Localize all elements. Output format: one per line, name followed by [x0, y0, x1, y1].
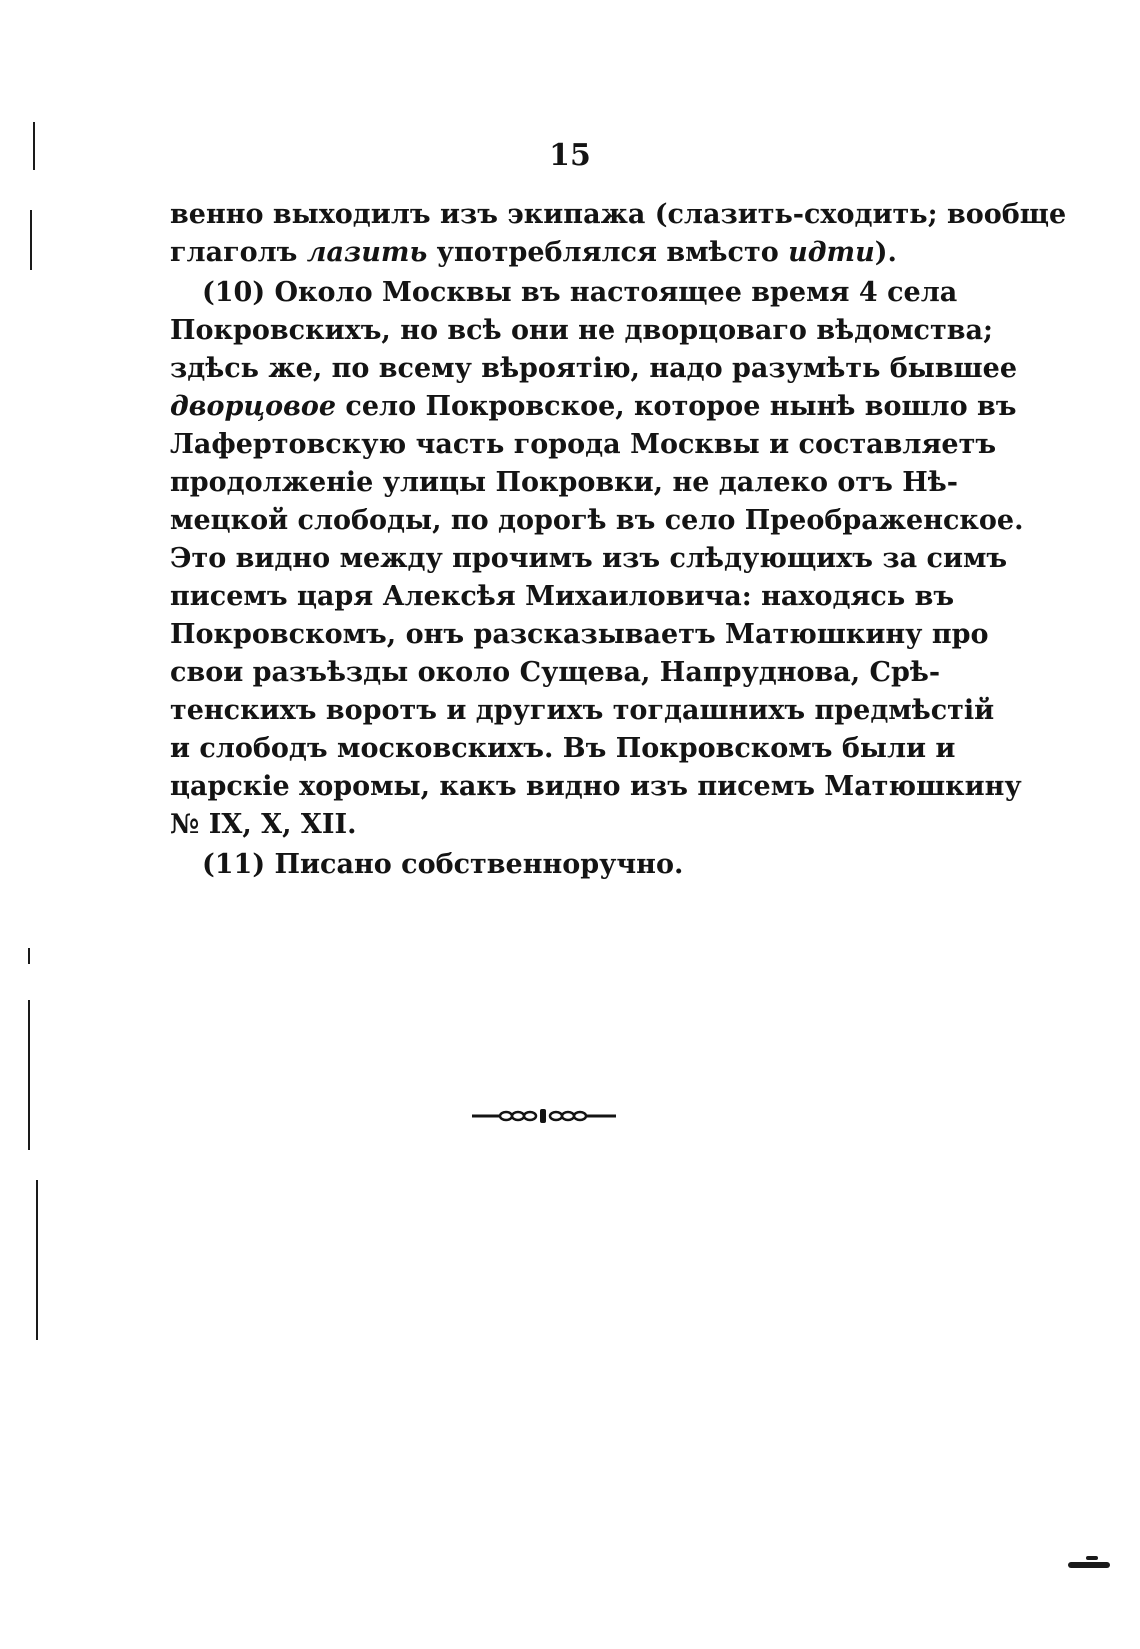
text-run: Это видно между прочимъ изъ слѣдующихъ за симъ — [170, 543, 1008, 574]
text-run: ). — [874, 237, 897, 268]
text-line — [170, 196, 1067, 234]
text-line — [170, 350, 1018, 388]
text-run: царскіе хоромы, какъ видно изъ писемъ Матюшкину — [170, 771, 1022, 802]
italic-word: идти — [788, 237, 875, 268]
paragraph — [170, 274, 1024, 844]
text-run: Покровскомъ, онъ разсказываетъ Матюшкину про — [170, 619, 989, 650]
text-run: венно выходилъ изъ экипажа (слазить-сходить; вообще — [170, 199, 1067, 230]
text-line — [170, 654, 941, 692]
text-line — [170, 234, 918, 272]
text-run: и слободъ московскихъ. Въ Покровскомъ были и — [170, 733, 956, 764]
paragraph — [170, 846, 918, 884]
scan-edge-mark — [28, 1000, 30, 1150]
text-line — [170, 274, 958, 312]
text-line — [170, 806, 918, 844]
text-run: Лафертовскую часть города Москвы и составляетъ — [170, 429, 997, 460]
text-line — [170, 768, 1022, 806]
page-number: 15 — [549, 138, 591, 173]
text-run: (11) Писано собственноручно. — [202, 849, 684, 880]
text-line — [170, 464, 958, 502]
text-line — [170, 312, 993, 350]
scan-edge-mark — [1086, 1556, 1098, 1560]
scan-edge-mark — [1068, 1562, 1110, 1568]
text-line — [170, 426, 997, 464]
text-run: писемъ царя Алексѣя Михаиловича: находясь въ — [170, 581, 955, 612]
scan-edge-mark — [28, 948, 30, 964]
text-run: (10) Около Москвы въ настоящее время 4 села — [202, 277, 958, 308]
scan-edge-mark — [33, 122, 35, 170]
italic-word: дворцовое — [170, 391, 337, 422]
text-line — [170, 846, 918, 884]
text-run: село Покровское, которое нынѣ вошло въ — [336, 391, 1017, 422]
text-run: продолженіе улицы Покровки, не далеко отъ Нѣ- — [170, 467, 958, 498]
italic-word: лазить — [306, 237, 428, 268]
text-line — [170, 540, 1008, 578]
text-run: глаголъ — [170, 237, 307, 268]
text-line — [170, 616, 989, 654]
text-run: мецкой слободы, по дорогѣ въ село Преображенское. — [170, 505, 1024, 536]
text-line — [170, 692, 995, 730]
paragraph — [170, 196, 1067, 272]
text-line — [170, 388, 1017, 426]
text-run: здѣсь же, по всему вѣроятію, надо разумѣть бывшее — [170, 353, 1018, 384]
text-run: свои разъѣзды около Сущева, Напруднова, Срѣ- — [170, 657, 941, 688]
text-run: употреблялся вмѣсто — [427, 237, 789, 268]
text-run: Покровскихъ, но всѣ они не дворцоваго вѣдомства; — [170, 315, 993, 346]
scan-edge-mark — [30, 210, 32, 270]
text-line — [170, 730, 956, 768]
text-line — [170, 578, 955, 616]
scan-edge-mark — [36, 1180, 38, 1340]
text-line — [170, 502, 1024, 540]
text-run: тенскихъ воротъ и другихъ тогдашнихъ предмѣстій — [170, 695, 995, 726]
ornament-divider — [470, 1108, 620, 1124]
text-block — [170, 196, 1067, 884]
text-run: № IX, X, XII. — [170, 809, 357, 840]
